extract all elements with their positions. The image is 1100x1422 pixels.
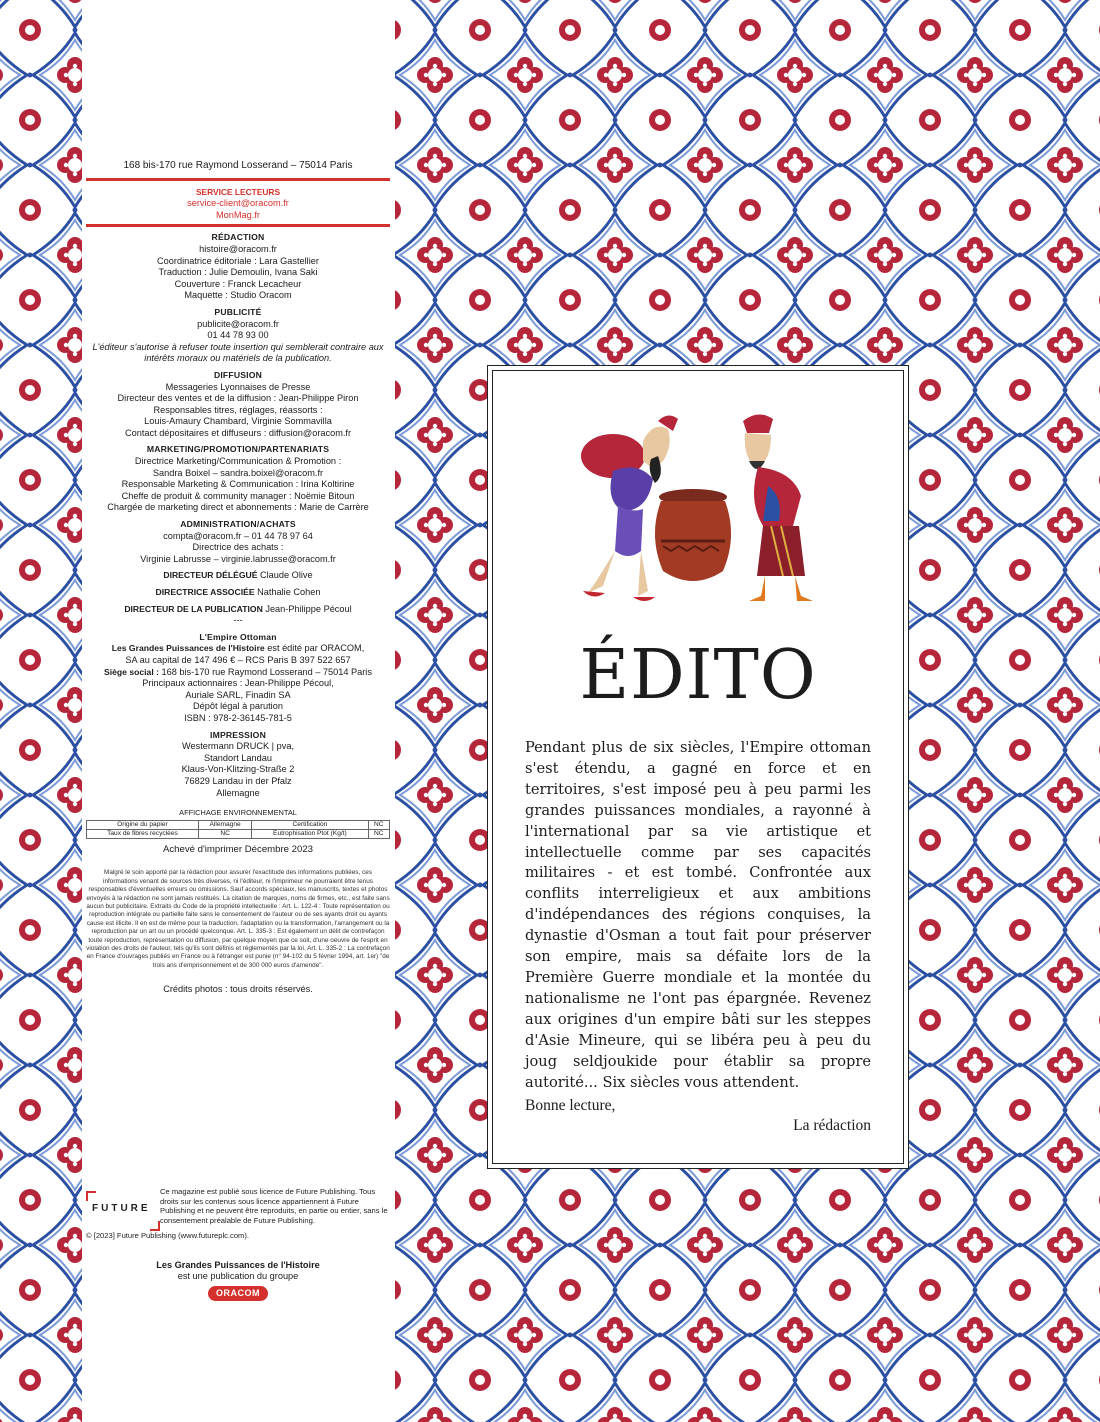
impression-line: Klaus-Von-Klitzing-Straße 2	[181, 764, 295, 775]
impression-line: Westermann DRUCK | pva,	[182, 741, 294, 752]
separator: ---	[233, 615, 243, 626]
edito-signature: La rédaction	[793, 1117, 871, 1134]
table-cell: Allemagne	[198, 820, 251, 829]
future-copyright: © [2023] Future Publishing (www.futureplc.com).	[86, 1231, 250, 1240]
redaction-line: Maquette : Studio Oracom	[184, 290, 292, 301]
future-wordmark: FUTURE	[92, 1203, 151, 1214]
future-logo	[86, 1191, 160, 1231]
marketing-line: Chargée de marketing direct et abonnements : Marie de Carrère	[107, 502, 369, 513]
right-figure-icon	[743, 414, 813, 601]
edito-frame	[492, 370, 904, 1164]
diffusion-line: Contact dépositaires et diffuseurs : diffusion@oracom.fr	[124, 427, 352, 438]
diffusion-line: Louis-Amaury Chambard, Virginie Sommavilla	[144, 416, 332, 427]
shadow-puppet-illustration	[543, 401, 843, 616]
diffusion-line: Responsables titres, réglages, réassorts :	[153, 404, 323, 415]
table-row	[87, 829, 390, 838]
marketing-line: Directrice Marketing/Communication & Promotion :	[134, 456, 342, 467]
marketing-line: Sandra Boixel – sandra.boixel@oracom.fr	[152, 467, 324, 478]
print-date: Achevé d'imprimer Décembre 2023	[162, 843, 314, 855]
table-cell: Certification	[252, 820, 368, 829]
table-cell: Origine du papier	[87, 820, 199, 829]
redaction-line: Traduction : Julie Demoulin, Ivana Saki	[158, 267, 318, 278]
diffusion-line: Messageries Lyonnaises de Presse	[165, 381, 311, 392]
divider	[86, 224, 390, 227]
role-title: DIRECTEUR DE LA PUBLICATION	[124, 603, 263, 614]
table-cell: NC	[198, 829, 251, 838]
role-line	[86, 604, 390, 616]
impression-line: Standort Landau	[204, 752, 272, 763]
photo-credits: Crédits photos : tous droits réservés.	[163, 984, 313, 995]
role-title: DIRECTRICE ASSOCIÉE	[155, 587, 255, 597]
colophon	[86, 160, 390, 996]
publication-brand-rest: est édité par ORACOM,	[264, 643, 365, 654]
service-title: SERVICE LECTEURS	[195, 186, 281, 197]
marketing-line: Cheffe de produit & community manager : Noëmie Bitoun	[121, 490, 355, 501]
edito-closing: Bonne lecture,	[525, 1097, 616, 1114]
siege-label: Siège social :	[104, 666, 159, 677]
publicite-note: L'éditeur s'autorise à refuser toute insertion qui semblerait contraire aux intérêts moraux ou matériels de la publication.	[92, 341, 384, 364]
publicite-line: publicite@oracom.fr	[197, 318, 279, 329]
publication-line: SA au capital de 147 496 € – RCS Paris B 397 522 657	[125, 654, 351, 665]
diffusion-line: Directeur des ventes et de la diffusion : Jean-Philippe Piron	[117, 393, 359, 404]
publication-line	[86, 643, 390, 655]
legal-notice: Malgré le soin apporté par la rédaction pour assurer l'exactitude des informations publiées, ces informations venant de sources très diverses, ni l'éditeur, ni l'imprimeur ne pourraient être tenus responsables d'éventuelles erreurs ou omissions. Sauf accords spéciaux, les manuscrits, textes et photos envoyés à la rédaction ne sont jamais restitués. La citation de marques, noms de firmes, etc., est faite sans aucun but publicitaire. Extraits du Code de la propriété intellectuelle : Art. L. 122-4 : Toute représentation ou reproduction intégrale ou partielle faite sans le consentement de l'auteur ou de ses ayants droit ou ayants cause est illicite. Il en est de même pour la traduction, l'adaptation ou la transformation, l'arrangement ou la reproduction par un art ou un procédé quelconque. Art. L. 335-3 : Est également un délit de contrefaçon toute reproduction, représentation ou diffusion, par quelque moyen que ce soit, d'une oeuvre de l'esprit en violation des droits de l'auteur, tels qu'ils sont définis et réglementés par la loi. Art. L. 335-2 : La contrefaçon en France d'ouvrages publiés en France ou à l'étranger est punie (n° 94-102 du 5 février 1994, art. 1er) "de trois ans d'emprisonnement et de 300 000 euros d'amende".	[86, 869, 390, 969]
role-name: Nathalie Cohen	[257, 587, 321, 597]
table-cell: NC	[368, 829, 390, 838]
service-email[interactable]: service-client@oracom.fr	[187, 198, 289, 209]
publication-brand: Les Grandes Puissances de l'Histoire	[111, 643, 265, 654]
siege-address: 168 bis-170 rue Raymond Losserand – 75014 Paris	[158, 666, 372, 677]
publicite-title: PUBLICITÉ	[214, 306, 262, 317]
administration-line: compta@oracom.fr – 01 44 78 97 64	[163, 530, 313, 541]
environment-title: AFFICHAGE ENVIRONNEMENTAL	[179, 808, 297, 818]
divider	[86, 178, 390, 181]
publication-title: L'Empire Ottoman	[199, 631, 277, 642]
redaction-line: Coordinatrice éditoriale : Lara Gastellier	[157, 255, 319, 266]
future-license-block	[86, 1187, 390, 1243]
role-line	[86, 587, 390, 599]
administration-line: Directrice des achats :	[192, 542, 284, 553]
impression-line: 76829 Landau in der Pfalz	[184, 775, 292, 786]
edito-body: Pendant plus de six siècles, l'Empire ottoman s'est étendu, a gagné en force et en territoires, s'est imposé peu à peu parmi les grandes puissances mondiales, a rayonné à l'international par sa vie artistique et intellectuelle comme par ses capacités militaires - et est tombé. Confrontée aux conflits interreligieux et aux ambitions d'indépendances des régions conquises, la dynastie d'Osman a tout fait pour préserver son empire, mais sa défaite lors de la Première Guerre mondiale et la montée du nationalisme ne l'ont pas épargnée. Revenez aux origines d'un empire bâti sur les steppes d'Asie Mineure, qui se libéra peu à peu du joug seldjoukide pour établir sa propre autorité... Six siècles vous attendent.	[525, 739, 871, 1091]
table-cell: NC	[368, 820, 390, 829]
redaction-title: RÉDACTION	[211, 232, 265, 243]
administration-title: ADMINISTRATION/ACHATS	[180, 519, 296, 530]
footer-brand: Les Grandes Puissances de l'Histoire	[156, 1260, 320, 1270]
redaction-line: histoire@oracom.fr	[199, 243, 277, 254]
footer-line: est une publication du groupe	[177, 1271, 299, 1281]
role-line	[86, 570, 390, 582]
marketing-title: MARKETING/PROMOTION/PARTENARIATS	[146, 444, 330, 455]
marketing-line: Responsable Marketing & Communication : Irina Koltirine	[121, 479, 355, 490]
role-title: DIRECTEUR DÉLÉGUÉ	[163, 570, 258, 581]
publicite-line: 01 44 78 93 00	[207, 330, 269, 341]
service-site[interactable]: MonMag.fr	[216, 209, 260, 220]
clay-pot-icon	[655, 489, 731, 581]
edito-panel	[487, 365, 909, 1169]
publisher-address: 168 bis-170 rue Raymond Losserand – 75014 Paris	[123, 160, 353, 171]
publisher-footer	[86, 1260, 390, 1301]
publication-line: Principaux actionnaires : Jean-Philippe Pécoul,	[142, 678, 334, 689]
publication-line: ISBN : 978-2-36145-781-5	[184, 712, 292, 723]
publication-line: Auriale SARL, Finadin SA	[185, 689, 291, 700]
future-license-text: Ce magazine est publié sous licence de Future Publishing. Tous droits sur les contenus sous licence appartiennent à Future Publishing et ne peuvent être reproduits, en partie ou entier, sans le consentement préalable de Future Publishing.	[160, 1187, 388, 1225]
redaction-line: Couverture : Franck Lecacheur	[174, 278, 302, 289]
impression-title: IMPRESSION	[210, 729, 266, 740]
publication-line	[86, 667, 390, 679]
corner-mark	[86, 1191, 96, 1201]
table-cell: Eutrophisation Ptot (Kg/t)	[252, 829, 368, 838]
table-cell: Taux de fibres recyclées	[87, 829, 199, 838]
impression-line: Allemagne	[216, 787, 260, 798]
oracom-logo: ORACOM	[208, 1286, 268, 1301]
publication-line: Dépôt légal à parution	[193, 701, 283, 712]
role-name: Jean-Philippe Pécoul	[265, 603, 352, 614]
corner-mark	[150, 1221, 160, 1231]
diffusion-title: DIFFUSION	[213, 369, 263, 380]
environment-table	[86, 820, 390, 839]
edito-title: ÉDITO	[579, 636, 817, 715]
table-row	[87, 820, 390, 829]
administration-line: Virginie Labrusse – virginie.labrusse@oracom.fr	[140, 553, 336, 564]
role-name: Claude Olive	[260, 570, 313, 581]
